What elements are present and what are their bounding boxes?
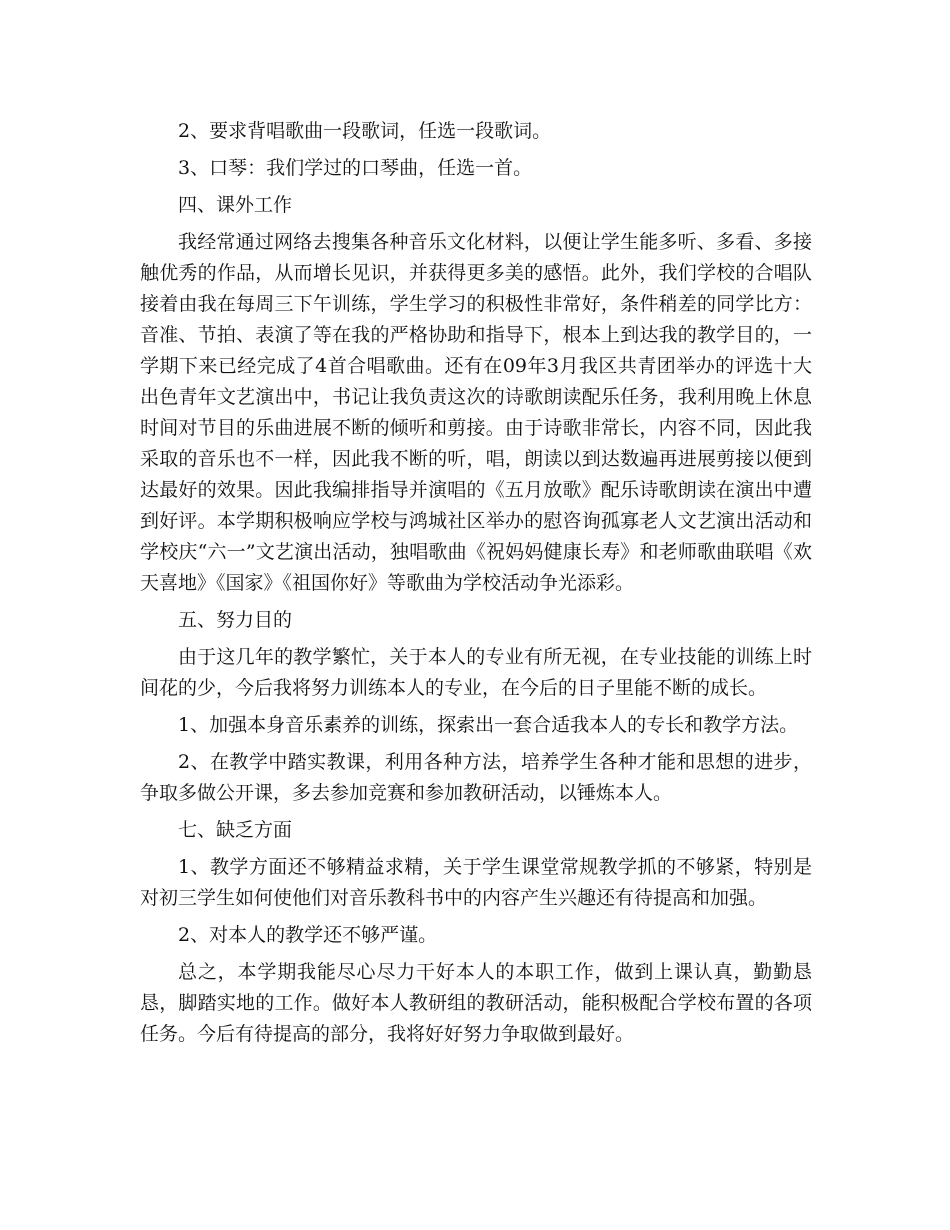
heading-shortcomings: 七、缺乏方面 [178,819,293,841]
paragraph-requirement-2: 2、要求背唱歌曲一段歌词，任选一段歌词。 [178,120,552,142]
paragraph-summary: 总之，本学期我能尽心尽力干好本人的本职工作，做到上课认真，勤勤恳恳，脚踏实地的工作。做好本人教研组的教研活动，能积极配合学校布置的各项任务。今后有待提高的部分，我将好好努力争取做到最好。 [140,961,812,1045]
paragraph-requirement-3: 3、口琴：我们学过的口琴曲，任选一首。 [178,157,533,179]
heading-extracurricular-work: 四、课外工作 [178,194,293,216]
heading-goals: 五、努力目的 [178,609,293,631]
paragraph-shortcoming-2: 2、对本人的教学还不够严谨。 [178,924,438,946]
paragraph-goal-1: 1、加强本身音乐素养的训练，探索出一套合适我本人的专长和教学方法。 [178,714,799,736]
paragraph-extracurricular-details: 我经常通过网络去搜集各种音乐文化材料，以便让学生能多听、多看、多接触优秀的作品，从而增长见识，并获得更多美的感悟。此外，我们学校的合唱队接着由我在每周三下午训练，学生学习的积极性非常好，条件稍差的同学比方：音准、节拍、表演了等在我的严格协助和指导下，根本上到达我的教学目的，一学期下来已经完成了4首合唱歌曲。还有在09年3月我区共青团举办的评选十大出色青年文艺演出中，书记让我负责这次的诗歌朗读配乐任务，我利用晚上休息时间对节目的乐曲进展不断的倾听和剪接。由于诗歌非常长，内容不同，因此我采取的音乐也不一样，因此我不断的听，唱，朗读以到达数遍再进展剪接以便到达最好的效果。因此我编排指导并演唱的《五月放歌》配乐诗歌朗读在演出中遭到好评。本学期积极响应学校与鸿城社区举办的慰咨询孤寡老人文艺演出活动和学校庆“六一”文艺演出活动，独唱歌曲《祝妈妈健康长寿》和老师歌曲联唱《欢天喜地》《国家》《祖国你好》等歌曲为学校活动争光添彩。 [140,231,812,594]
document-body [140,116,812,1056]
paragraph-goal-2: 2、在教学中踏实教课，利用各种方法，培养学生各种才能和思想的进步，争取多做公开课，多去参加竞赛和参加教研活动，以锤炼本人。 [140,751,812,804]
paragraph-shortcoming-1: 1、教学方面还不够精益求精，关于学生课堂常规教学抓的不够紧，特别是对初三学生如何使他们对音乐教科书中的内容产生兴趣还有待提高和加强。 [140,856,812,909]
paragraph-goals-intro: 由于这几年的教学繁忙，关于本人的专业有所无视，在专业技能的训练上时间花的少，今后我将努力训练本人的专业，在今后的日子里能不断的成长。 [140,646,812,699]
